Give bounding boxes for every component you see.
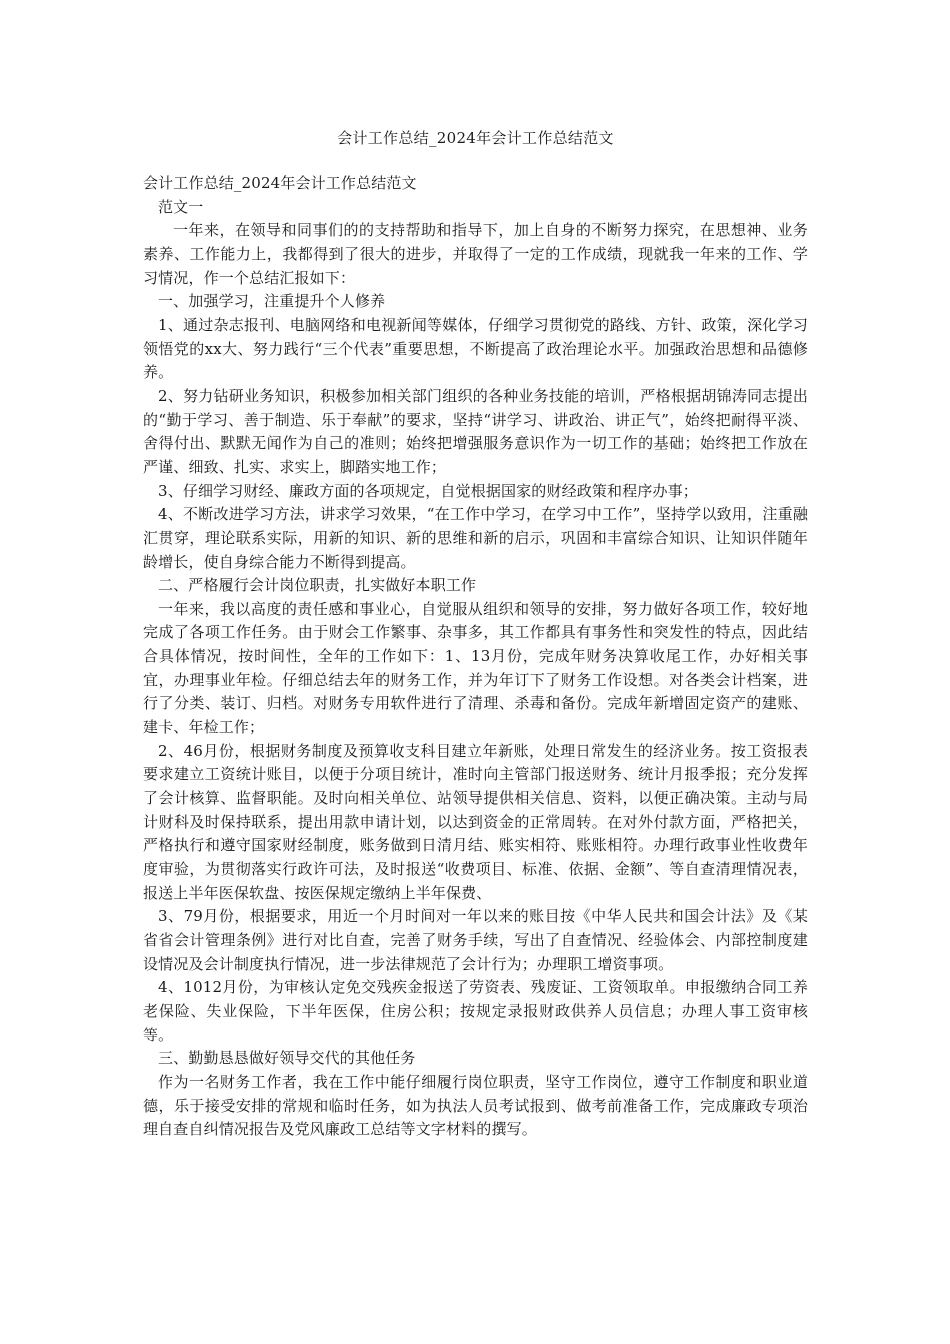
document-title: 会计工作总结_2024年会计工作总结范文	[337, 129, 614, 147]
paragraph: 3、仔细学习财经、廉政方面的各项规定，自觉根据国家的财经政策和程序办事；	[158, 481, 698, 500]
paragraph: 4、不断改进学习方法，讲求学习效果，“在工作中学习，在学习中工作”，坚持学以致用，注重融汇贯穿，理论联系实际，用新的知识、新的思维和新的启示，巩固和丰富综合知识、让知识伴随年龄增长，使自身综合能力不断得到提高。	[143, 505, 808, 571]
section-heading-2: 二、严格履行会计岗位职责，扎实做好本职工作	[158, 576, 477, 595]
paragraph: 1、通过杂志报刊、电脑网络和电视新闻等媒体，仔细学习贯彻党的路线、方针、政策，深化学习领悟党的xx大、努力践行“三个代表”重要思想，不断提高了政治理论水平。加强政治思想和品德修养。	[143, 315, 808, 382]
paragraph: 3、79月份，根据要求，用近一个月时间对一年以来的账目按《中华人民共和国会计法》及《某省省会计管理条例》进行对比自查，完善了财务手续，写出了自查情况、经验体会、内部控制度建设情况及会计制度执行情况，进一步法律规范了会计行为；办理职工增资事项。	[143, 907, 808, 973]
intro-paragraph: 一年来，在领导和同事们的的支持帮助和指导下，加上自身的不断努力探究，在思想神、业务素养、工作能力上，我都得到了很大的进步，并取得了一定的工作成绩，现就我一年来的工作、学习情况，作一个总结汇报如下：	[143, 221, 808, 287]
paragraph: 一年来，我以高度的责任感和事业心，自觉服从组织和领导的安排，努力做好各项工作，较好地完成了各项工作任务。由于财会工作繁事、杂事多，其工作都具有事务性和突发性的特点，因此结合具体情况，按时间性，全年的工作如下：1、13月份，完成年财务决算收尾工作，办好相关事宜，办理事业年检。仔细总结去年的财务工作，并为年订下了财务工作设想。对各类会计档案，进行了分类、装订、归档。对财务专用软件进行了清理、杀毒和备份。完成年新增固定资产的建账、建卡、年检工作；	[143, 599, 808, 737]
sample-label: 范文一	[158, 197, 204, 216]
paragraph: 4、1012月份，为审核认定免交残疾金报送了劳资表、残废证、工资领取单。申报缴纳合同工养老保险、失业保险，下半年医保，住房公积；按规定录报财政供养人员信息；办理人事工资审核等。	[143, 978, 808, 1044]
paragraph: 2、46月份，根据财务制度及预算收支科目建立年新账，处理日常发生的经济业务。按工资报表要求建立工资统计账目，以便于分项目统计，准时向主管部门报送财务、统计月报季报；充分发挥了会计核算、监督职能。及时向相关单位、站领导提供相关信息、资料，以便正确决策。主动与局计财科及时保持联系，提出用款申请计划，以达到资金的正常周转。在对外付款方面，严格把关，严格执行和遵守国家财经制度，账务做到日清月结、账实相符、账账相符。办理行政事业性收费年度审验，为贯彻落实行政许可法，及时报送“收费项目、标准、依据、金额”、等自查清理情况表，报送上半年医保软盘、按医保规定缴纳上半年保费、	[143, 741, 808, 902]
section-heading-3: 三、勤勤恳恳做好领导交代的其他任务	[158, 1049, 416, 1068]
document-body	[143, 172, 808, 1142]
section-heading-1: 一、加强学习，注重提升个人修养	[158, 292, 386, 311]
body-heading: 会计工作总结_2024年会计工作总结范文	[143, 174, 417, 192]
paragraph: 2、努力钻研业务知识，积极参加相关部门组织的各种业务技能的培训，严格根据胡锦涛同志提出的“勤于学习、善于制造、乐于奉献”的要求，坚持“讲学习、讲政治、讲正气”，始终把耐得平淡、舍得付出、默默无闻作为自己的准则；始终把增强服务意识作为一切工作的基础；始终把工作放在严谨、细致、扎实、求实上，脚踏实地工作；	[143, 386, 808, 476]
paragraph: 作为一名财务工作者，我在工作中能仔细履行岗位职责，坚守工作岗位，遵守工作制度和职业道德，乐于接受安排的常规和临时任务，如为执法人员考试报到、做考前准备工作，完成廉政专项治理自查自纠情况报告及党风廉政工总结等文字材料的撰写。	[143, 1072, 808, 1139]
